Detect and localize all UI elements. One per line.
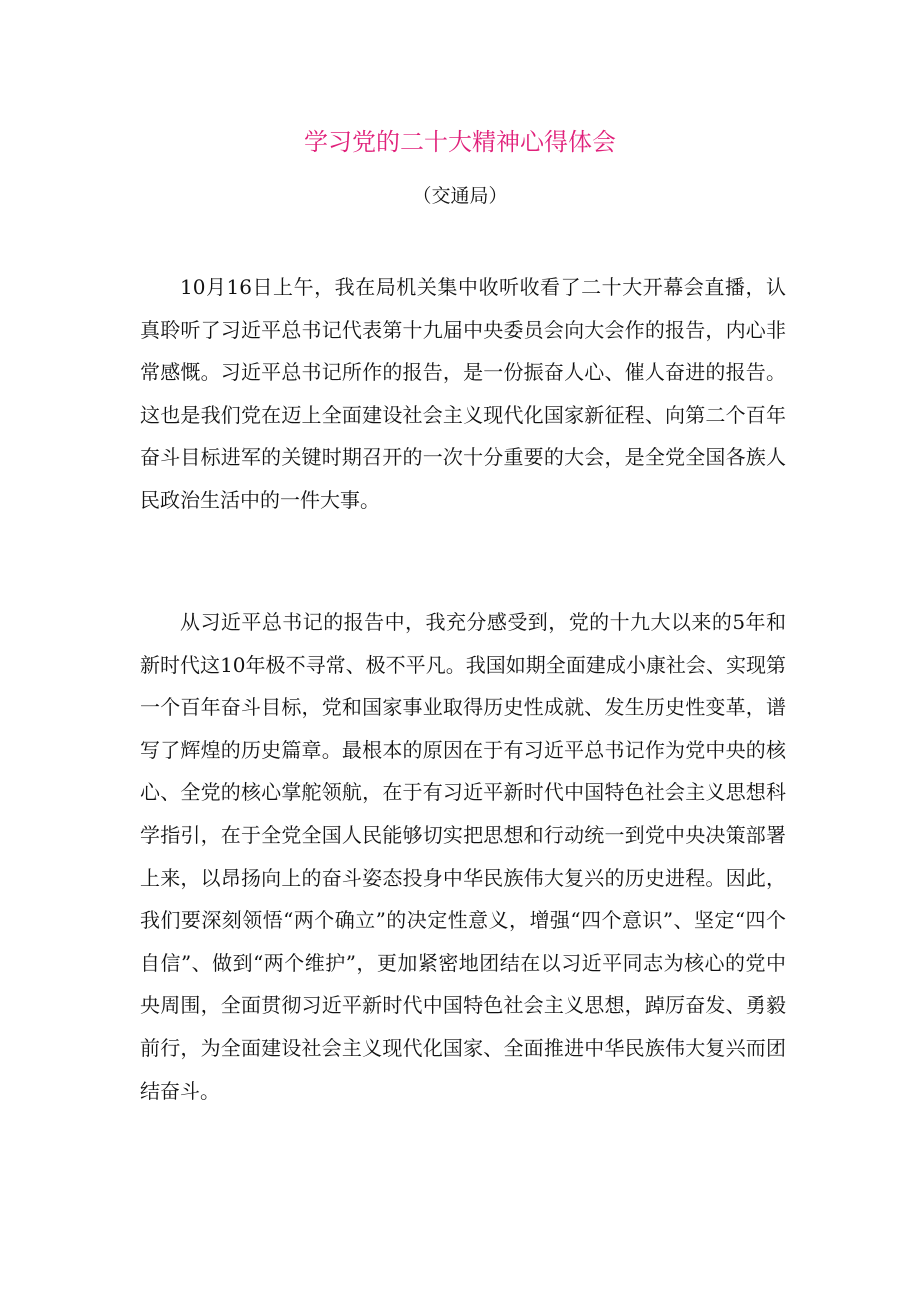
paragraph-2: 从习近平总书记的报告中，我充分感受到，党的十九大以来的5年和新时代这10年极不寻常、极不平凡。我国如期全面建成小康社会、实现第一个百年奋斗目标，党和国家事业取得历史性成就、发生历史性变革，谱写了辉煌的历史篇章。最根本的原因在于有习近平总书记作为党中央的核心、全党的核心掌舵领航，在于有习近平新时代中国特色社会主义思想科学指引，在于全党全国人民能够切实把思想和行动统一到党中央决策部署上来，以昂扬向上的奋斗姿态投身中华民族伟大复兴的历史进程。因此，我们要深刻领悟“两个确立”的决定性意义，增强“四个意识”、坚定“四个自信”、做到“两个维护”，更加紧密地团结在以习近平同志为核心的党中央周围，全面贯彻习近平新时代中国特色社会主义思想，踔厉奋发、勇毅前行，为全面建设社会主义现代化国家、全面推进中华民族伟大复兴而团结奋斗。 [140, 610, 786, 1103]
paragraph-1: 10月16日上午，我在局机关集中收听收看了二十大开幕会直播，认真聆听了习近平总书记代表第十九届中央委员会向大会作的报告，内心非常感慨。习近平总书记所作的报告，是一份振奋人心、催人奋进的报告。这也是我们党在迈上全面建设社会主义现代化国家新征程、向第二个百年奋斗目标进军的关键时期召开的一次十分重要的大会，是全党全国各族人民政治生活中的一件大事。 [140, 275, 786, 512]
document-subtitle: （交通局） [412, 185, 508, 207]
document-title: 学习党的二十大精神心得体会 [304, 128, 616, 156]
